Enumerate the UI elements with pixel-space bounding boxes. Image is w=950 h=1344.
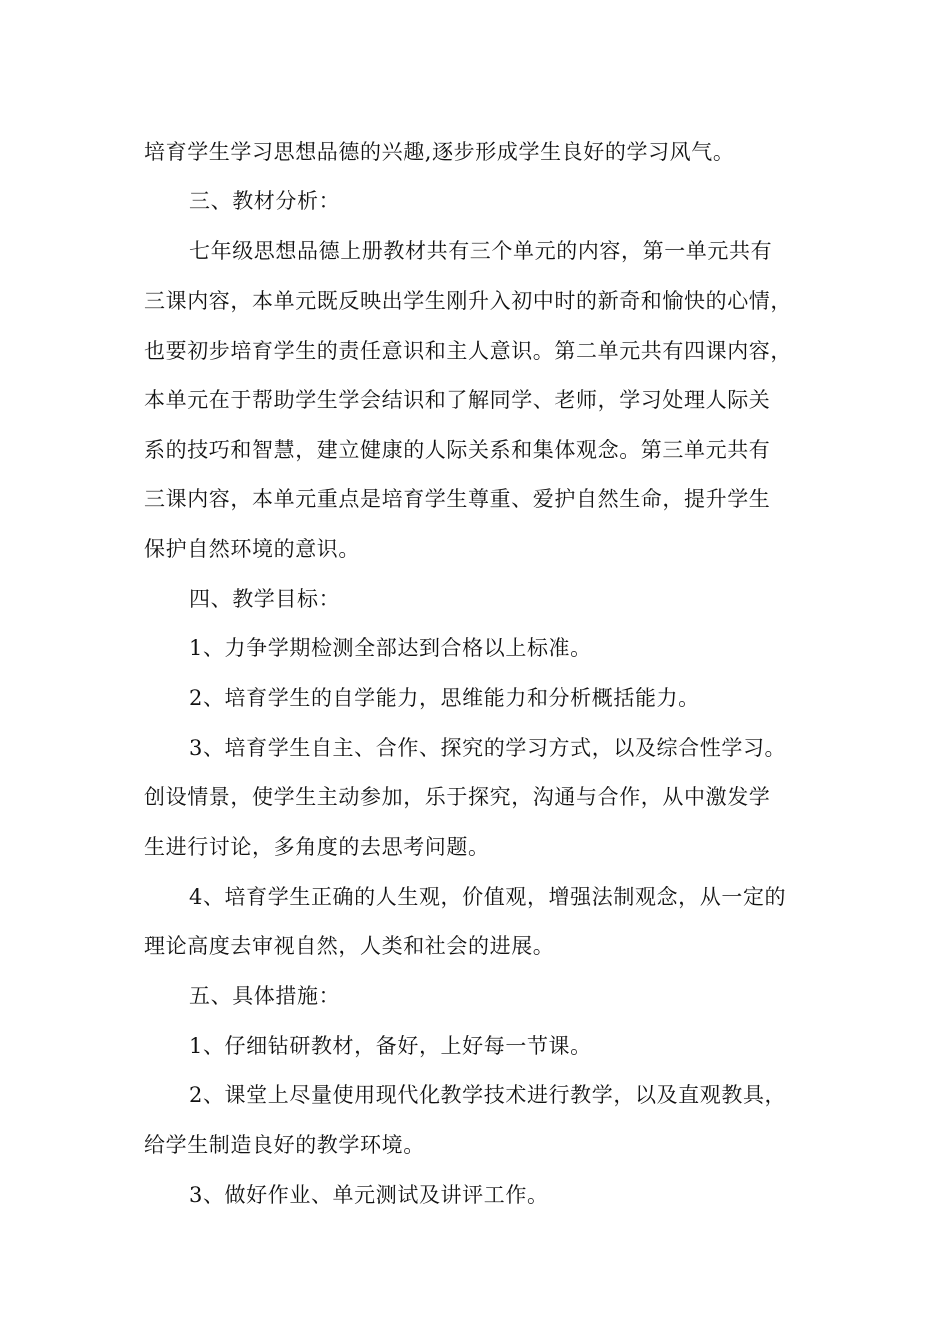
- paragraph-line: 生进行讨论，多角度的去思考问题。: [144, 835, 490, 859]
- paragraph-line: 本单元在于帮助学生学会结识和了解同学、老师，学习处理人际关: [144, 388, 771, 412]
- list-item: 1、力争学期检测全部达到合格以上标准。: [189, 636, 592, 660]
- section-heading: 三、教材分析：: [189, 189, 341, 213]
- paragraph-line: 系的技巧和智慧，建立健康的人际关系和集体观念。第三单元共有: [144, 438, 771, 462]
- section-heading: 四、教学目标：: [189, 587, 341, 611]
- paragraph-line: 也要初步培育学生的责任意识和主人意识。第二单元共有四课内容，: [144, 339, 792, 363]
- paragraph-line: 培育学生学习思想品德的兴趣,逐步形成学生良好的学习风气。: [144, 140, 735, 164]
- paragraph-line: 三课内容，本单元既反映出学生刚升入初中时的新奇和愉快的心情，: [144, 289, 792, 313]
- paragraph-line: 七年级思想品德上册教材共有三个单元的内容，第一单元共有: [189, 239, 773, 263]
- list-item: 2、培育学生的自学能力，思维能力和分析概括能力。: [189, 686, 700, 710]
- paragraph-line: 给学生制造良好的教学环境。: [144, 1133, 425, 1157]
- paragraph-line: 理论高度去审视自然，人类和社会的进展。: [144, 934, 555, 958]
- list-item: 3、做好作业、单元测试及讲评工作。: [189, 1183, 549, 1207]
- paragraph-line: 保护自然环境的意识。: [144, 537, 360, 561]
- list-item: 1、仔细钻研教材，备好，上好每一节课。: [189, 1034, 592, 1058]
- section-heading: 五、具体措施：: [189, 984, 341, 1008]
- list-item: 4、培育学生正确的人生观，价值观，增强法制观念，从一定的: [189, 885, 787, 909]
- paragraph-line: 三课内容，本单元重点是培育学生尊重、爱护自然生命，提升学生: [144, 487, 771, 511]
- list-item: 2、课堂上尽量使用现代化教学技术进行教学，以及直观教具，: [189, 1083, 787, 1107]
- paragraph-line: 创设情景，使学生主动参加，乐于探究，沟通与合作，从中激发学: [144, 785, 771, 809]
- list-item: 3、培育学生自主、合作、探究的学习方式，以及综合性学习。: [189, 736, 787, 760]
